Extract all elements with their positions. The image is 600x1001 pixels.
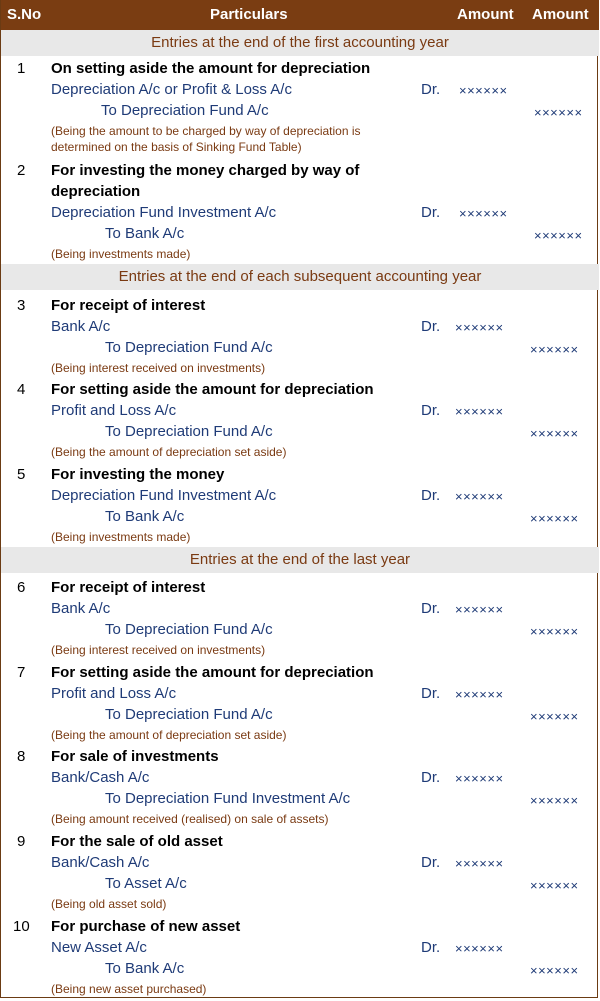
debit-account: Profit and Loss A/c bbox=[51, 402, 177, 419]
debit-marker: Dr. bbox=[421, 402, 441, 419]
entry-note: (Being interest received on investments) bbox=[51, 361, 266, 375]
entry-note: (Being the amount of depreciation set aside) bbox=[51, 728, 287, 742]
credit-amount: ×××××× bbox=[530, 963, 579, 978]
entry-title: For sale of investments bbox=[51, 748, 219, 765]
entry-note: (Being interest received on investments) bbox=[51, 643, 266, 657]
entry-note: (Being old asset sold) bbox=[51, 897, 167, 911]
credit-amount: ×××××× bbox=[534, 105, 583, 120]
debit-account: Profit and Loss A/c bbox=[51, 685, 177, 702]
debit-marker: Dr. bbox=[421, 318, 441, 335]
section-band-first-year: Entries at the end of the first accounting year bbox=[1, 30, 599, 56]
debit-amount: ×××××× bbox=[455, 320, 504, 335]
entry-number: 8 bbox=[17, 748, 26, 765]
debit-amount: ×××××× bbox=[455, 602, 504, 617]
credit-amount: ×××××× bbox=[530, 511, 579, 526]
credit-account: To Bank A/c bbox=[105, 508, 185, 525]
debit-account: Depreciation Fund Investment A/c bbox=[51, 487, 277, 504]
credit-amount: ×××××× bbox=[530, 426, 579, 441]
entry-number: 3 bbox=[17, 297, 26, 314]
debit-marker: Dr. bbox=[421, 487, 441, 504]
credit-account: To Depreciation Fund A/c bbox=[101, 102, 269, 119]
entry-note: (Being new asset purchased) bbox=[51, 982, 207, 996]
credit-amount: ×××××× bbox=[530, 709, 579, 724]
entry-title: For the sale of old asset bbox=[51, 833, 223, 850]
entry-number: 2 bbox=[17, 162, 26, 179]
entry-title: On setting aside the amount for depreciation bbox=[51, 60, 371, 77]
debit-amount: ×××××× bbox=[459, 83, 508, 98]
entry-note: determined on the basis of Sinking Fund Table) bbox=[51, 140, 302, 154]
credit-account: To Depreciation Fund A/c bbox=[105, 339, 273, 356]
header-sno: S.No bbox=[7, 6, 42, 23]
debit-marker: Dr. bbox=[421, 81, 441, 98]
debit-marker: Dr. bbox=[421, 854, 441, 871]
entry-note: (Being investments made) bbox=[51, 247, 191, 261]
debit-marker: Dr. bbox=[421, 204, 441, 221]
credit-account: To Bank A/c bbox=[105, 960, 185, 977]
entry-number: 5 bbox=[17, 466, 26, 483]
debit-amount: ×××××× bbox=[455, 856, 504, 871]
entry-title: For receipt of interest bbox=[51, 297, 206, 314]
credit-account: To Depreciation Fund Investment A/c bbox=[105, 790, 351, 807]
entry-number: 1 bbox=[17, 60, 26, 77]
debit-marker: Dr. bbox=[421, 685, 441, 702]
debit-account: New Asset A/c bbox=[51, 939, 147, 956]
section-band-subsequent-years: Entries at the end of each subsequent accounting year bbox=[1, 264, 599, 290]
entry-note: (Being the amount to be charged by way of depreciation is bbox=[51, 124, 361, 138]
debit-amount: ×××××× bbox=[455, 489, 504, 504]
entry-number: 4 bbox=[17, 381, 26, 398]
entry-title: For setting aside the amount for depreciation bbox=[51, 664, 374, 681]
credit-amount: ×××××× bbox=[530, 342, 579, 357]
debit-account: Bank/Cash A/c bbox=[51, 854, 150, 871]
entry-title: depreciation bbox=[51, 183, 141, 200]
entry-note: (Being investments made) bbox=[51, 530, 191, 544]
debit-marker: Dr. bbox=[421, 769, 441, 786]
debit-amount: ×××××× bbox=[459, 206, 508, 221]
entry-title: For investing the money charged by way of bbox=[51, 162, 360, 179]
debit-account: Bank/Cash A/c bbox=[51, 769, 150, 786]
header-amount-credit: Amount bbox=[532, 6, 589, 23]
credit-amount: ×××××× bbox=[530, 793, 579, 808]
debit-account: Bank A/c bbox=[51, 600, 111, 617]
credit-account: To Asset A/c bbox=[105, 875, 187, 892]
credit-account: To Bank A/c bbox=[105, 225, 185, 242]
credit-amount: ×××××× bbox=[530, 878, 579, 893]
debit-account: Bank A/c bbox=[51, 318, 111, 335]
credit-amount: ×××××× bbox=[534, 228, 583, 243]
entry-note: (Being the amount of depreciation set aside) bbox=[51, 445, 287, 459]
entry-number: 7 bbox=[17, 664, 26, 681]
debit-amount: ×××××× bbox=[455, 771, 504, 786]
entry-title: For investing the money bbox=[51, 466, 225, 483]
debit-account: Depreciation A/c or Profit & Loss A/c bbox=[51, 81, 292, 98]
debit-amount: ×××××× bbox=[455, 687, 504, 702]
debit-amount: ×××××× bbox=[455, 404, 504, 419]
header-particulars: Particulars bbox=[210, 6, 288, 23]
section-band-last-year: Entries at the end of the last year bbox=[1, 547, 599, 573]
entry-title: For purchase of new asset bbox=[51, 918, 241, 935]
credit-account: To Depreciation Fund A/c bbox=[105, 706, 273, 723]
entry-number: 9 bbox=[17, 833, 26, 850]
table-header bbox=[1, 0, 599, 30]
credit-account: To Depreciation Fund A/c bbox=[105, 621, 273, 638]
credit-account: To Depreciation Fund A/c bbox=[105, 423, 273, 440]
entry-note: (Being amount received (realised) on sale of assets) bbox=[51, 812, 329, 826]
debit-account: Depreciation Fund Investment A/c bbox=[51, 204, 277, 221]
debit-marker: Dr. bbox=[421, 600, 441, 617]
header-amount-debit: Amount bbox=[457, 6, 514, 23]
entry-number: 6 bbox=[17, 579, 26, 596]
credit-amount: ×××××× bbox=[530, 624, 579, 639]
entry-number: 10 bbox=[13, 918, 30, 935]
debit-marker: Dr. bbox=[421, 939, 441, 956]
debit-amount: ×××××× bbox=[455, 941, 504, 956]
entry-title: For setting aside the amount for depreciation bbox=[51, 381, 374, 398]
entry-title: For receipt of interest bbox=[51, 579, 206, 596]
